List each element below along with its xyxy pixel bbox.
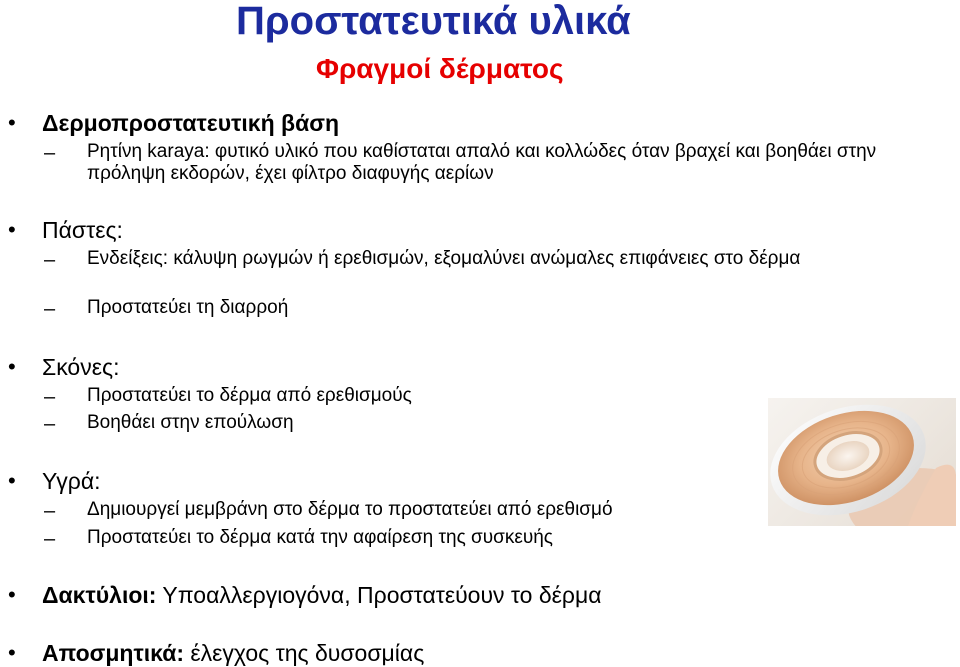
bullet-icon: • bbox=[8, 110, 16, 135]
bullet-icon: • bbox=[8, 217, 16, 242]
list-item: Προστατεύει το δέρμα κατά την αφαίρεση της συσκευής bbox=[87, 527, 553, 548]
list-item bbox=[42, 640, 424, 666]
ostomy-wafer-icon bbox=[768, 398, 956, 526]
bullet-icon: • bbox=[8, 582, 16, 607]
bullet-icon: • bbox=[8, 354, 16, 379]
section-text: έλεγχος της δυσοσμίας bbox=[190, 640, 425, 666]
dash-icon: – bbox=[44, 142, 56, 164]
list-item: Προστατεύει τη διαρροή bbox=[87, 297, 289, 318]
slide-title: Προστατευτικά υλικά bbox=[236, 0, 631, 43]
slide-subtitle: Φραγμοί δέρματος bbox=[316, 53, 564, 84]
dash-icon: – bbox=[44, 528, 56, 550]
list-item: Δημιουργεί μεμβράνη στο δέρμα το προστατεύει από ερεθισμό bbox=[87, 499, 613, 520]
section-heading: Πάστες: bbox=[42, 217, 123, 243]
section-text: Υποαλλεργιογόνα, Προστατεύουν το δέρμα bbox=[162, 582, 602, 608]
list-item: Βοηθάει στην επούλωση bbox=[87, 412, 294, 433]
dash-icon: – bbox=[44, 298, 56, 320]
list-item: Ρητίνη karaya: φυτικό υλικό που καθίσταται απαλό και κολλώδες όταν βραχεί και βοηθάει στην πρόληψη εκδορών, έχει φίλτρο διαφυγής αερίων bbox=[87, 141, 877, 184]
list-item: Προστατεύει το δέρμα από ερεθισμούς bbox=[87, 385, 412, 406]
section-heading: Δακτύλιοι: bbox=[42, 582, 157, 608]
dash-icon: – bbox=[44, 413, 56, 435]
section-heading: Δερμοπροστατευτική βάση bbox=[42, 110, 339, 136]
skin-barrier-photo bbox=[768, 398, 956, 526]
dash-icon: – bbox=[44, 386, 56, 408]
dash-icon: – bbox=[44, 249, 56, 271]
bullet-icon: • bbox=[8, 468, 16, 493]
section-heading: Αποσμητικά: bbox=[42, 640, 184, 666]
bullet-icon: • bbox=[8, 640, 16, 665]
dash-icon: – bbox=[44, 500, 56, 522]
section-heading: Υγρά: bbox=[42, 468, 101, 494]
list-item bbox=[42, 582, 602, 608]
list-item: Ενδείξεις: κάλυψη ρωγμών ή ερεθισμών, εξομαλύνει ανώμαλες επιφάνειες στο δέρμα bbox=[87, 248, 801, 269]
section-heading: Σκόνες: bbox=[42, 354, 120, 380]
